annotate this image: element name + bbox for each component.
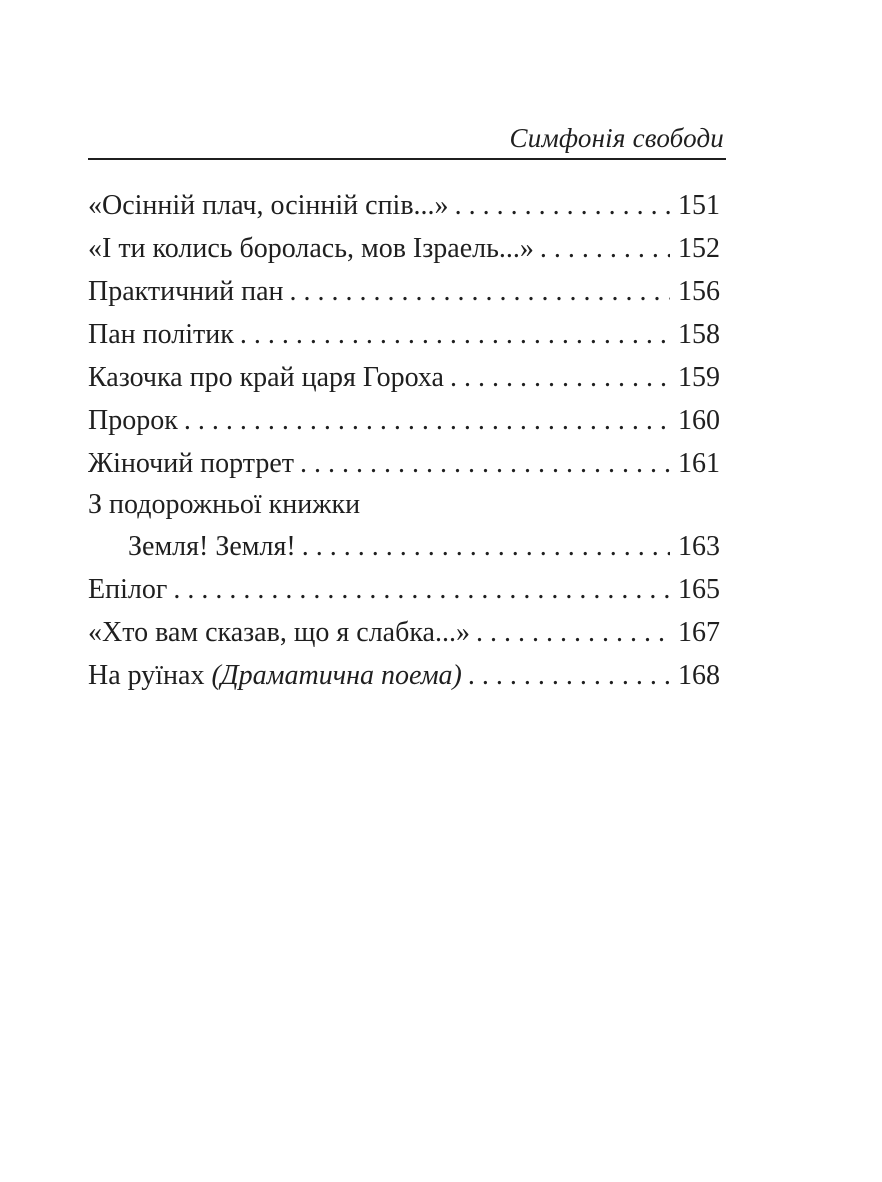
toc-entry-title: З подорожньої книжки xyxy=(88,489,361,520)
toc-entry-page: 156 xyxy=(678,276,720,307)
toc-entry-page: 158 xyxy=(678,319,720,350)
toc-entry-page: 165 xyxy=(678,574,720,605)
table-of-contents xyxy=(88,184,720,697)
toc-entry-title: На руїнах xyxy=(88,660,205,691)
toc-entry-title: «Хто вам сказав, що я слабка...» xyxy=(88,617,470,648)
toc-entry xyxy=(88,399,720,442)
toc-entry-page: 152 xyxy=(678,233,720,264)
toc-entry-page: 151 xyxy=(678,190,720,221)
toc-entry xyxy=(88,184,720,227)
running-header xyxy=(88,118,726,160)
toc-entry xyxy=(88,442,720,485)
dot-leader xyxy=(450,356,670,399)
toc-entry-title: Епілог xyxy=(88,574,168,605)
toc-entry-title: Практичний пан xyxy=(88,276,284,307)
dot-leader xyxy=(173,568,670,611)
dot-leader xyxy=(540,227,670,270)
toc-entry-title: Пророк xyxy=(88,405,178,436)
toc-entry xyxy=(88,313,720,356)
toc-entry-page: 163 xyxy=(678,531,720,562)
toc-entry-page: 167 xyxy=(678,617,720,648)
dot-leader xyxy=(300,442,670,485)
toc-entry-title: Казочка про край царя Гороха xyxy=(88,362,444,393)
toc-entry-title: Пан політик xyxy=(88,319,234,350)
toc-entry xyxy=(88,270,720,313)
toc-entry-note: (Драматична поема) xyxy=(211,660,462,691)
dot-leader xyxy=(476,611,670,654)
dot-leader xyxy=(468,654,670,697)
toc-entry-title: «Осінній плач, осінній спів...» xyxy=(88,190,449,221)
toc-entry-page: 160 xyxy=(678,405,720,436)
running-title: Симфонія свободи xyxy=(509,123,724,153)
toc-entry-title-group xyxy=(88,654,462,697)
dot-leader xyxy=(455,184,670,227)
toc-entry-page: 161 xyxy=(678,448,720,479)
dot-leader xyxy=(290,270,670,313)
toc-entry-page: 168 xyxy=(678,660,720,691)
toc-entry xyxy=(88,525,720,568)
dot-leader xyxy=(240,313,670,356)
toc-entry xyxy=(88,611,720,654)
toc-entry-title: «І ти колись боролась, мов Ізраель...» xyxy=(88,233,534,264)
dot-leader xyxy=(184,399,670,442)
toc-entry xyxy=(88,356,720,399)
toc-section-heading xyxy=(88,485,720,525)
toc-entry xyxy=(88,227,720,270)
dot-leader xyxy=(302,525,670,568)
toc-entry xyxy=(88,568,720,611)
toc-entry-title: Земля! Земля! xyxy=(128,531,296,562)
toc-entry xyxy=(88,654,720,697)
toc-entry-title: Жіночий портрет xyxy=(88,448,295,479)
toc-entry-page: 159 xyxy=(678,362,720,393)
